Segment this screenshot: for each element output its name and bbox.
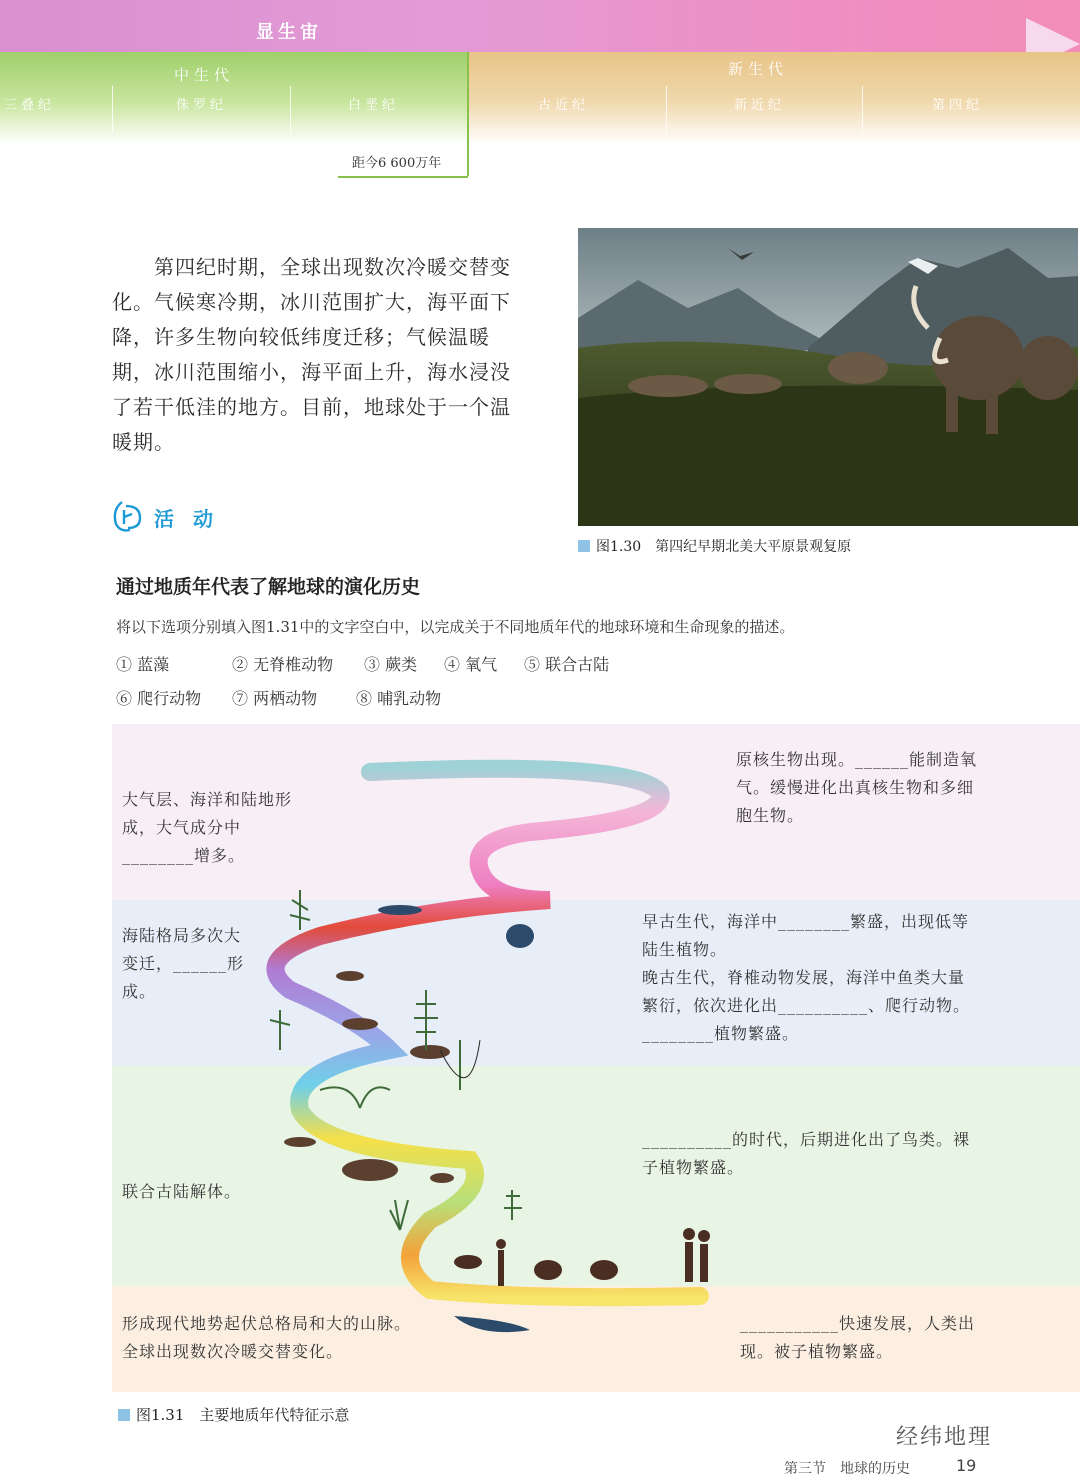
whale-icon: [450, 1310, 540, 1346]
period-cretaceous: 白垩纪: [348, 98, 400, 113]
option-5: ⑤ 联合古陆: [524, 655, 610, 674]
eon-band: [0, 0, 1080, 52]
period-divider: [290, 86, 291, 134]
right-text-cenozoic: ___________快速发展，人类出现。被子植物繁盛。: [740, 1314, 976, 1361]
right-text-precambrian: 原核生物出现。______能制造氧气。缓慢进化出真核生物和多细胞生物。: [736, 750, 978, 825]
body-paragraph: 第四纪时期，全球出现数次冷暖交替变化。气候寒冷期，冰川范围扩大，海平面下降，许多生物向较低纬度迁移；气候温暖期，冰川范围缩小，海平面上升，海水浸没了若干低洼的地方。目前，地球处于一个温暖期。: [112, 255, 511, 454]
left-text-precambrian: 大气层、海洋和陆地形成，大气成分中________增多。: [122, 790, 293, 865]
left-text-paleozoic: 海陆格局多次大变迁，______形成。: [122, 926, 245, 1001]
boundary-label: 距今6 600万年: [352, 156, 442, 171]
brand-watermark: 经纬地理: [896, 1425, 993, 1450]
figure-1-31-text: 主要地质年代特征示意: [199, 1406, 350, 1424]
right-text-late-paleozoic: 晚古生代，脊椎动物发展，海洋中鱼类大量繁衍，依次进化出__________、爬行动物。________植物繁盛。: [642, 968, 971, 1043]
eon-label: 显生宙: [256, 22, 322, 43]
period-jurassic: 侏罗纪: [176, 98, 228, 113]
right-text-early-paleozoic: 早古生代，海洋中________繁盛，出现低等陆生植物。: [642, 912, 970, 959]
activity-icon: [110, 498, 146, 534]
mammoth-landscape-image: [578, 228, 1078, 526]
activity-instruction: 将以下选项分别填入图1.31中的文字空白中，以完成关于不同地质年代的地球环境和生命现象的描述。: [116, 618, 795, 636]
period-quaternary: 第四纪: [932, 98, 984, 113]
period-divider: [112, 86, 113, 134]
option-2: ② 无脊椎动物: [232, 655, 334, 674]
left-text-mesozoic: 联合古陆解体。: [122, 1182, 242, 1201]
period-triassic: 三叠纪: [4, 98, 56, 113]
footer-section: 第三节 地球的历史: [784, 1461, 910, 1477]
caption-square-icon: [578, 540, 590, 552]
era-mesozoic: 中生代: [174, 66, 235, 84]
activity-heading: 通过地质年代表了解地球的演化历史: [116, 576, 421, 598]
option-7: ⑦ 两栖动物: [232, 689, 318, 708]
period-divider: [666, 86, 667, 134]
figure-1-30-caption: [578, 536, 851, 556]
period-neogene: 新近纪: [734, 98, 786, 113]
period-divider: [862, 86, 863, 134]
page-number: 19: [956, 1456, 977, 1475]
activity-title: 活 动: [154, 507, 219, 531]
caption-square-icon: [118, 1409, 130, 1421]
figure-1-31-caption: [118, 1404, 349, 1425]
option-8: ⑧ 哺乳动物: [356, 689, 442, 708]
figure-1-30-number: 图1.30: [596, 539, 642, 555]
era-cenozoic: 新生代: [728, 60, 789, 78]
figure-1-30-text: 第四纪早期北美大平原景观复原: [655, 539, 852, 555]
option-6: ⑥ 爬行动物: [116, 689, 202, 708]
option-1: ① 蓝藻: [116, 655, 170, 674]
right-text-mesozoic: __________的时代，后期进化出了鸟类。裸子植物繁盛。: [642, 1130, 971, 1177]
option-3: ③ 蕨类: [364, 655, 418, 674]
option-4: ④ 氧气: [444, 655, 498, 674]
period-paleogene: 古近纪: [538, 98, 590, 113]
figure-1-31-number: 图1.31: [136, 1406, 185, 1424]
left-text-cenozoic: 形成现代地势起伏总格局和大的山脉。全球出现数次冷暖交替变化。: [122, 1314, 412, 1361]
